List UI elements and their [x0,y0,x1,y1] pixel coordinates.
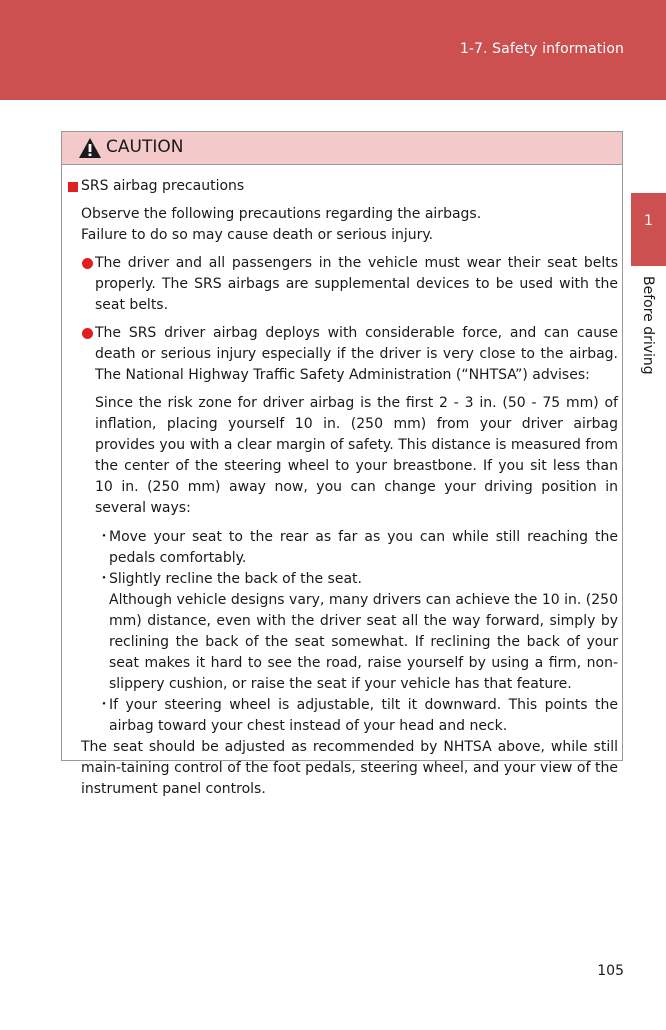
bullet-text: The driver and all passengers in the vehicle must wear their seat belts properly. The SRS airbags are supplemental devices to be used with the seat belts. [95,255,618,313]
dash-item [95,695,618,737]
dash-list [95,527,618,737]
sub-heading-text: SRS airbag precautions [81,178,245,194]
chapter-label: Before driving [640,276,656,375]
caution-box [61,131,623,797]
dash-item-text: Move your seat to the rear as far as you can while still reaching the pedals comfortably. [109,529,618,566]
sub-heading [67,176,618,197]
nhtsa-paragraph: Since the risk zone for driver airbag is the first 2 - 3 in. (50 - 75 mm) of inflation, placing yourself 10 in. (250 mm) from your driver airbag provides you with a clear margin of safety. This distance is measured from the center of the steering wheel to your breastbone. If you sit less than 10 in. (250 mm) away now, you can change your driving position in several ways: [95,395,618,516]
dash-item-text: Slightly recline the back of the seat. [109,571,362,587]
caution-content [67,176,618,800]
caution-header [62,132,622,165]
warning-triangle-icon [78,137,102,159]
intro-paragraph [81,204,618,246]
caution-title: CAUTION [106,137,184,157]
red-bullet-icon [82,258,93,269]
bullet-item [81,253,618,316]
dash-bullet-icon: ・ [97,571,111,587]
bullet-text: The SRS driver airbag deploys with considerable force, and can cause death or serious injury especially if the driver is very close to the airbag. The National Highway Traffic Safety Administration (“NHTSA”) advises: [95,325,618,383]
intro-line: Failure to do so may cause death or serious injury. [81,227,434,243]
chapter-tab [631,193,666,266]
page-number: 105 [597,963,624,979]
section-title: 1-7. Safety information [459,41,624,57]
dash-item [95,569,618,695]
dash-item-text: Although vehicle designs vary, many drivers can achieve the 10 in. (250 mm) distance, even with the driver seat all the way forward, simply by reclining the back of the seat somewhat. If reclining the back of your seat makes it hard to see the road, raise yourself by using a firm, non-slippery cushion, or raise the seat if your vehicle has that feature. [109,592,618,692]
intro-line: Observe the following precautions regarding the airbags. [81,206,482,222]
dash-item [95,527,618,569]
bullet-item [81,323,618,386]
dash-item-text: If your steering wheel is adjustable, tilt it downward. This points the airbag toward your chest instead of your head and neck. [109,697,618,734]
red-bullet-icon [82,328,93,339]
red-square-icon [68,182,78,192]
dash-bullet-icon: ・ [97,697,111,713]
chapter-number: 1 [644,213,653,229]
closing-paragraph: The seat should be adjusted as recommended by NHTSA above, while still main-taining control of the foot pedals, steering wheel, and your view of the instrument panel controls. [81,739,618,797]
header-band [0,0,666,100]
dash-bullet-icon: ・ [97,529,111,545]
